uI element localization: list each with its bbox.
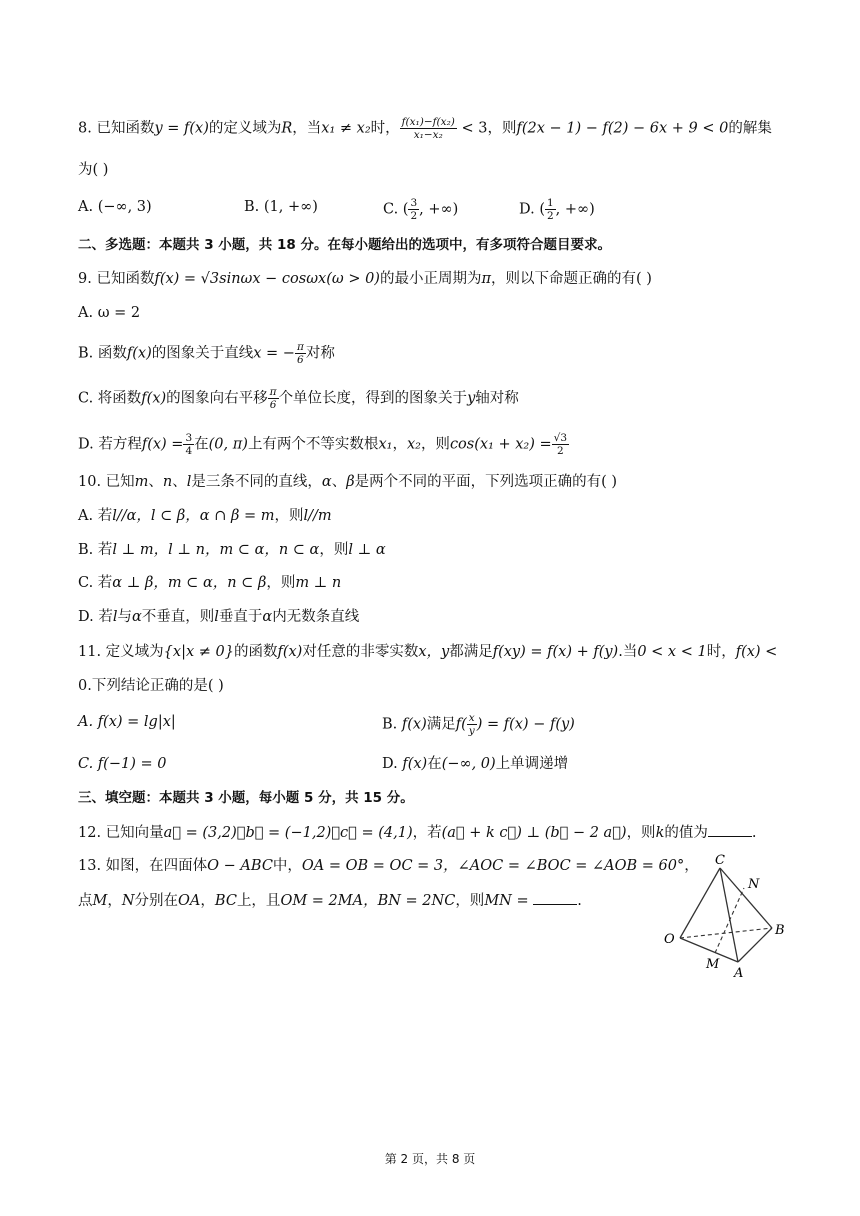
answer-blank: [708, 822, 752, 837]
label-A: A: [734, 966, 744, 981]
q13-stem-line1: 13. 如图，在四面体O − ABC中，OA = OB = OC = 3，∠AOC = ∠BOC = ∠AOB = 60°，: [78, 858, 699, 874]
q10-stem: 10. 已知m、n、l是三条不同的直线，α、β是两个不同的平面，下列选项正确的有( ): [78, 474, 618, 490]
q11-option-a: A. f(x) = lg|x|: [78, 714, 176, 730]
q9-option-a: A. ω = 2: [78, 305, 141, 321]
edge-OB-hidden: [680, 928, 772, 938]
q11-option-d: D. f(x)在(−∞, 0)上单调递增: [382, 756, 569, 772]
q11-option-b: B. f(x)满足f( $\frac{x}{y}$ ) = f(x) − f(y): [382, 712, 575, 737]
label-N: N: [748, 877, 760, 892]
q13-stem-line2: 点M，N分别在OA，BC上，且OM = 2MA，BN = 2NC，则MN = .: [78, 890, 582, 911]
label-C: C: [715, 853, 725, 868]
q8-option-c: C. ( $\frac{3}{2}$ , +∞): [383, 197, 459, 222]
edge-CO: [680, 868, 720, 938]
edge-CA: [720, 868, 738, 962]
label-B: B: [775, 923, 785, 938]
q9-option-b: B. 函数f(x)的图象关于直线x = − $\frac{\pi}{6}$ 对称: [78, 341, 335, 366]
segment-MN-hidden: [715, 888, 744, 953]
edge-AB: [738, 928, 772, 962]
label-M: M: [706, 957, 720, 972]
section-heading-multiple-choice: 二、多选题：本题共 3 小题，共 18 分。在每小题给出的选项中，有多项符合题目要求。: [78, 237, 611, 253]
q8-option-d: D. ( $\frac{1}{2}$ , +∞): [519, 197, 595, 222]
q8-fraction: $\frac{\text{f(x₁)−f(x₂)}}{\text{x₁−x₂}}$: [401, 116, 455, 141]
q8-option-a: A. (−∞, 3): [78, 199, 152, 215]
q9-option-c: C. 将函数f(x)的图象向右平移 $\frac{\pi}{6}$ 个单位长度，得到的图象关于y轴对称: [78, 386, 519, 411]
q10-option-b: B. 若l ⊥ m，l ⊥ n，m ⊂ α，n ⊂ α，则l ⊥ α: [78, 542, 386, 558]
label-O: O: [664, 932, 675, 947]
q9-option-d: D. 若方程f(x) = $\frac{3}{4}$ 在(0, π)上有两个不等实数根x₁，x₂，则cos(x₁ + x₂) = $\frac{√3}{2}$: [78, 432, 568, 457]
q8-stem-line1: 8. 已知函数y = f(x)的定义域为R，当x₁ ≠ x₂时， $\frac{\text{f(x₁)−f(x₂)}}{\text{x₁−x₂}}$ < 3，则f(2x − 1) − f(2) − 6x + 9 < 0的解集: [78, 116, 772, 141]
q8-stem-line2: 为( ): [78, 162, 109, 178]
q10-option-d: D. 若l与α不垂直，则l垂直于α内无数条直线: [78, 609, 360, 625]
section-heading-fill-in: 三、填空题：本题共 3 小题，每小题 5 分，共 15 分。: [78, 790, 414, 806]
q8-option-b: B. (1, +∞): [244, 199, 318, 215]
answer-blank: [533, 890, 577, 905]
q12-stem: 12. 已知向量a⃗ = (3,2)，b⃗ = (−1,2)，c⃗ = (4,1)，若(a⃗ + k c⃗) ⊥ (b⃗ − 2 a⃗)，则k的值为 .: [78, 822, 756, 843]
q11-option-c: C. f(−1) = 0: [78, 756, 167, 772]
q11-stem-line2: 0.下列结论正确的是( ): [78, 678, 224, 694]
page-footer: 第 2 页，共 8 页: [384, 1152, 476, 1166]
q9-stem: 9. 已知函数f(x) = √3sinωx − cosωx(ω > 0)的最小正周期为π，则以下命题正确的有( ): [78, 271, 652, 287]
q11-stem-line1: 11. 定义域为{x|x ≠ 0}的函数f(x)对任意的非零实数x，y都满足f(xy) = f(x) + f(y).当0 < x < 1时，f(x) <: [78, 644, 778, 660]
tetrahedron-figure: [660, 850, 790, 985]
q10-option-c: C. 若α ⊥ β，m ⊂ α，n ⊂ β，则m ⊥ n: [78, 575, 342, 591]
q10-option-a: A. 若l//α，l ⊂ β，α ∩ β = m，则l//m: [78, 508, 332, 524]
edge-CB: [720, 868, 772, 928]
